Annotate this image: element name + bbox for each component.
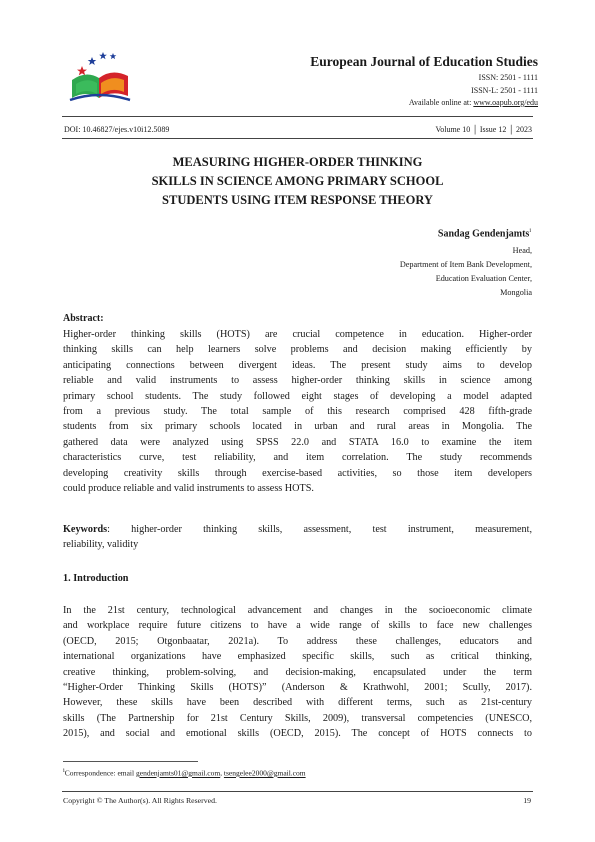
header-rule <box>62 116 533 117</box>
keywords-label: Keywords <box>63 524 108 535</box>
abstract-line: thinking skills can help learners solve problems and decision making efficiently by <box>63 344 532 356</box>
affiliation-line: Head, <box>512 246 532 255</box>
intro-line: “Higher-Order Thinking Skills (HOTS)” (Anderson & Krathwohl, 2001; Scully, 2017). <box>63 682 532 694</box>
section-heading: 1. Introduction <box>63 573 129 584</box>
intro-line: In the 21st century, technological advancement and changes in the socioeconomic climate <box>63 605 532 616</box>
page-number: 19 <box>523 796 531 805</box>
keywords-text: : higher-order thinking skills, assessment, test instrument, measurement, <box>107 524 532 535</box>
issn-l: ISSN-L: 2501 - 1111 <box>471 86 538 95</box>
intro-line: (OECD, 2015; Otgonbaatar, 2021a). To address these challenges, educators and <box>63 635 532 647</box>
email-link[interactable]: gendenjamts01@gmail.com <box>135 768 221 778</box>
journal-url-link[interactable]: www.oapub.org/edu <box>473 98 538 107</box>
abstract-body <box>63 327 532 496</box>
header-rule-bottom <box>62 138 533 139</box>
affiliation-line: Department of Item Bank Development, <box>399 260 532 269</box>
author-name <box>438 228 531 239</box>
abstract-line: reliable and valid instruments to assess higher-order thinking skills in science among <box>63 375 532 387</box>
availability-line <box>409 98 538 107</box>
abstract-line: could produce reliable and valid instruments to assess HOTS. <box>63 483 314 495</box>
footnote-prefix: Correspondence: email <box>64 768 136 778</box>
affiliation-line: Mongolia <box>500 288 532 297</box>
keywords <box>63 522 532 553</box>
intro-line: international organizations have emphasized specific skills, such as critical thinking, <box>63 651 532 663</box>
journal-logo <box>66 50 136 106</box>
abstract-line: developing creativity skills through exercise-based activities, so those item developers <box>63 467 532 479</box>
abstract-line: Higher-order thinking skills (HOTS) are crucial competence in education. Higher-order <box>63 329 532 340</box>
footer-rule <box>62 791 533 792</box>
issn: ISSN: 2501 - 1111 <box>478 73 538 82</box>
abstract-line: students from six primary schools located in urban and rural areas in Mongolia. The <box>63 421 532 433</box>
keywords-line: reliability, validity <box>63 539 139 551</box>
abstract-line: anticipating connections between divergent ideas. The present study aims to develop <box>63 359 532 371</box>
volume-issue: Volume 10 │ Issue 12 │ 2023 <box>435 125 532 134</box>
star-icon <box>77 52 116 75</box>
footnote-separator: , <box>220 768 224 778</box>
intro-line: However, these skills have been described with different terms, such as 21st-century <box>63 697 532 709</box>
journal-title: European Journal of Education Studies <box>310 54 538 69</box>
footnote-mark: i <box>63 767 65 774</box>
footnote-rule <box>63 761 198 762</box>
copyright: Copyright © The Author(s). All Rights Reserved. <box>63 796 217 805</box>
title-line: SKILLS IN SCIENCE AMONG PRIMARY SCHOOL <box>151 174 444 188</box>
abstract-line: from a previous study. The total sample of this research comprised 428 fifth-grade <box>63 406 532 418</box>
title-line: MEASURING HIGHER-ORDER THINKING <box>172 155 423 169</box>
author-footnote-mark: i <box>529 228 531 234</box>
intro-line: and workplace require future citizens to have a wide range of skills to face new challenges <box>63 620 532 632</box>
abstract-line: characteristics curve, test reliability, and item correlation. The study recommends <box>63 452 532 464</box>
footnote <box>63 767 306 778</box>
doi: DOI: 10.46827/ejes.v10i12.5089 <box>64 125 170 134</box>
intro-line: 2015), and social and emotional skills (OECD, 2015). The concept of HOTS connects to <box>63 728 532 740</box>
intro-line: creative thinking, problem-solving, and decision-making, encapsulated under the term <box>63 666 532 678</box>
abstract-line: primary school students. The study followed eight stages of developing a model adapted <box>63 390 532 402</box>
article-title <box>62 153 533 210</box>
affiliation-line: Education Evaluation Center, <box>435 274 532 283</box>
title-line: STUDENTS USING ITEM RESPONSE THEORY <box>162 193 433 207</box>
abstract-line: gathered data were analyzed using SPSS 22.0 and STATA 16.0 to examine the item <box>63 436 532 448</box>
author-name-text: Sandag Gendenjamts <box>437 228 530 240</box>
keywords-line <box>63 522 532 537</box>
abstract-label: Abstract: <box>63 313 104 324</box>
introduction-body <box>63 603 532 742</box>
email-link[interactable]: tsengelee2000@gmail.com <box>223 768 306 778</box>
intro-line: skills (The Partnership for 21st Century Skills, 2009), transversal competencies (UNESCO, <box>63 712 532 724</box>
availability-prefix: Available online at: <box>408 98 474 107</box>
